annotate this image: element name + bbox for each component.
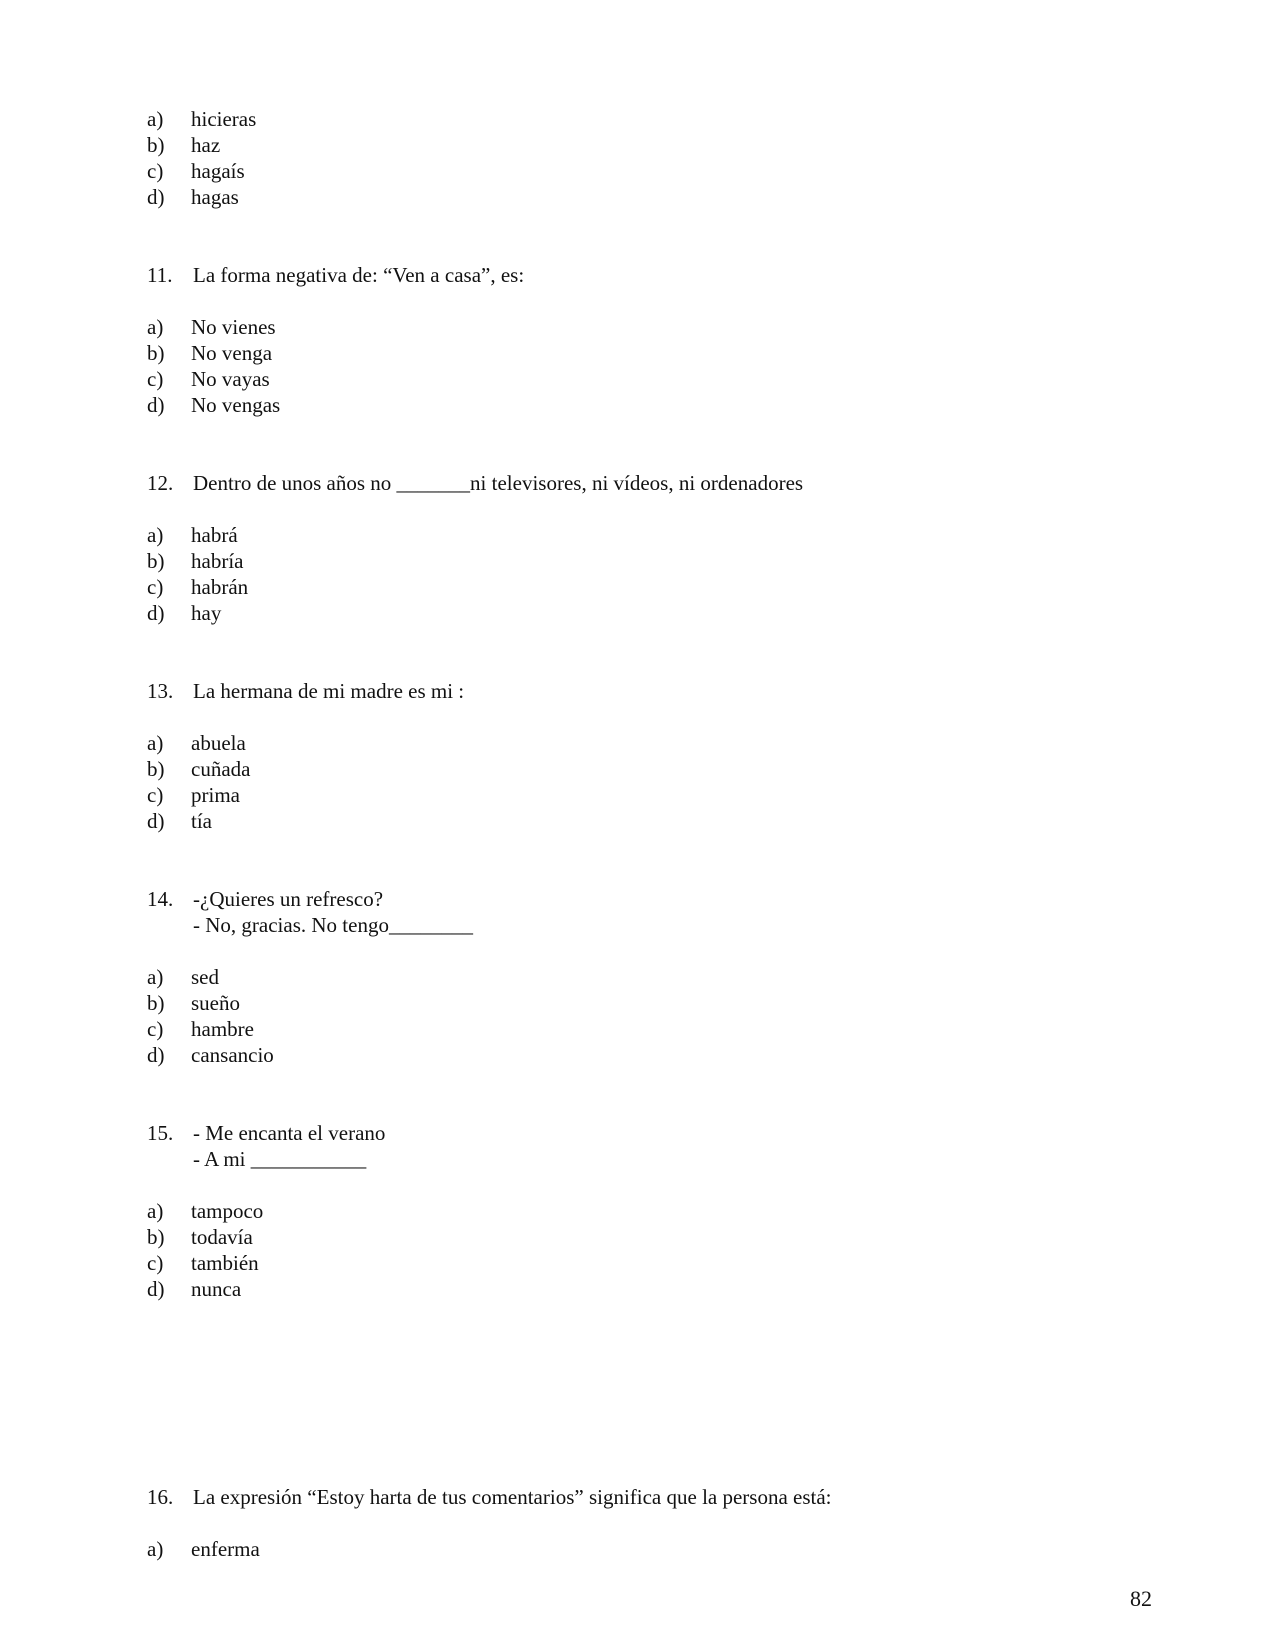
option-label: d) <box>147 1277 165 1301</box>
option-text: sueño <box>191 991 240 1015</box>
question-text: - A mi ___________ <box>193 1147 367 1171</box>
question-text: La expresión “Estoy harta de tus comentarios” significa que la persona está: <box>193 1485 832 1509</box>
option-label: b) <box>147 341 165 365</box>
option-label: a) <box>147 315 164 339</box>
option-text: No vienes <box>191 315 276 339</box>
question-number: 16. <box>147 1485 174 1509</box>
option-text: hicieras <box>191 107 257 131</box>
option-text: tía <box>191 809 212 833</box>
question-text: -¿Quieres un refresco? <box>193 887 384 911</box>
question-text: La forma negativa de: “Ven a casa”, es: <box>193 263 525 287</box>
option-label: a) <box>147 965 164 989</box>
option-label: d) <box>147 393 165 417</box>
question-text: La hermana de mi madre es mi : <box>193 679 465 703</box>
question-number: 12. <box>147 471 174 495</box>
option-text: sed <box>191 965 219 989</box>
option-label: a) <box>147 107 164 131</box>
option-text: No vayas <box>191 367 270 391</box>
option-text: habrá <box>191 523 238 547</box>
option-label: b) <box>147 133 165 157</box>
option-label: b) <box>147 757 165 781</box>
option-label: d) <box>147 601 165 625</box>
option-label: c) <box>147 159 164 183</box>
option-text: abuela <box>191 731 246 755</box>
question-number: 15. <box>147 1121 174 1145</box>
option-label: a) <box>147 1537 164 1561</box>
option-label: c) <box>147 1017 164 1041</box>
option-text: hambre <box>191 1017 254 1041</box>
option-label: c) <box>147 783 164 807</box>
option-text: hagas <box>191 185 239 209</box>
option-label: b) <box>147 549 165 573</box>
option-text: nunca <box>191 1277 242 1301</box>
option-text: todavía <box>191 1225 253 1249</box>
option-label: c) <box>147 1251 164 1275</box>
page-number: 82 <box>1130 1586 1152 1611</box>
option-text: también <box>191 1251 259 1275</box>
option-text: haz <box>191 133 221 157</box>
option-text: habrán <box>191 575 249 599</box>
question-number: 13. <box>147 679 174 703</box>
option-text: hagaís <box>191 159 245 183</box>
question-text: - Me encanta el verano <box>193 1121 386 1145</box>
option-label: a) <box>147 731 164 755</box>
option-label: d) <box>147 809 165 833</box>
option-label: c) <box>147 575 164 599</box>
option-text: cuñada <box>191 757 251 781</box>
option-label: a) <box>147 523 164 547</box>
option-text: No vengas <box>191 393 281 417</box>
option-label: d) <box>147 185 165 209</box>
question-text: Dentro de unos años no _______ni televisores, ni vídeos, ni ordenadores <box>193 471 804 495</box>
option-label: a) <box>147 1199 164 1223</box>
option-label: b) <box>147 1225 165 1249</box>
option-text: cansancio <box>191 1043 274 1067</box>
option-label: c) <box>147 367 164 391</box>
option-label: b) <box>147 991 165 1015</box>
option-text: habría <box>191 549 244 573</box>
option-text: tampoco <box>191 1199 264 1223</box>
question-number: 14. <box>147 887 174 911</box>
question-number: 11. <box>147 263 173 287</box>
option-text: enferma <box>191 1537 260 1561</box>
option-label: d) <box>147 1043 165 1067</box>
option-text: hay <box>191 601 222 625</box>
option-text: No venga <box>191 341 273 365</box>
option-text: prima <box>191 783 240 807</box>
question-text: - No, gracias. No tengo________ <box>193 913 473 937</box>
